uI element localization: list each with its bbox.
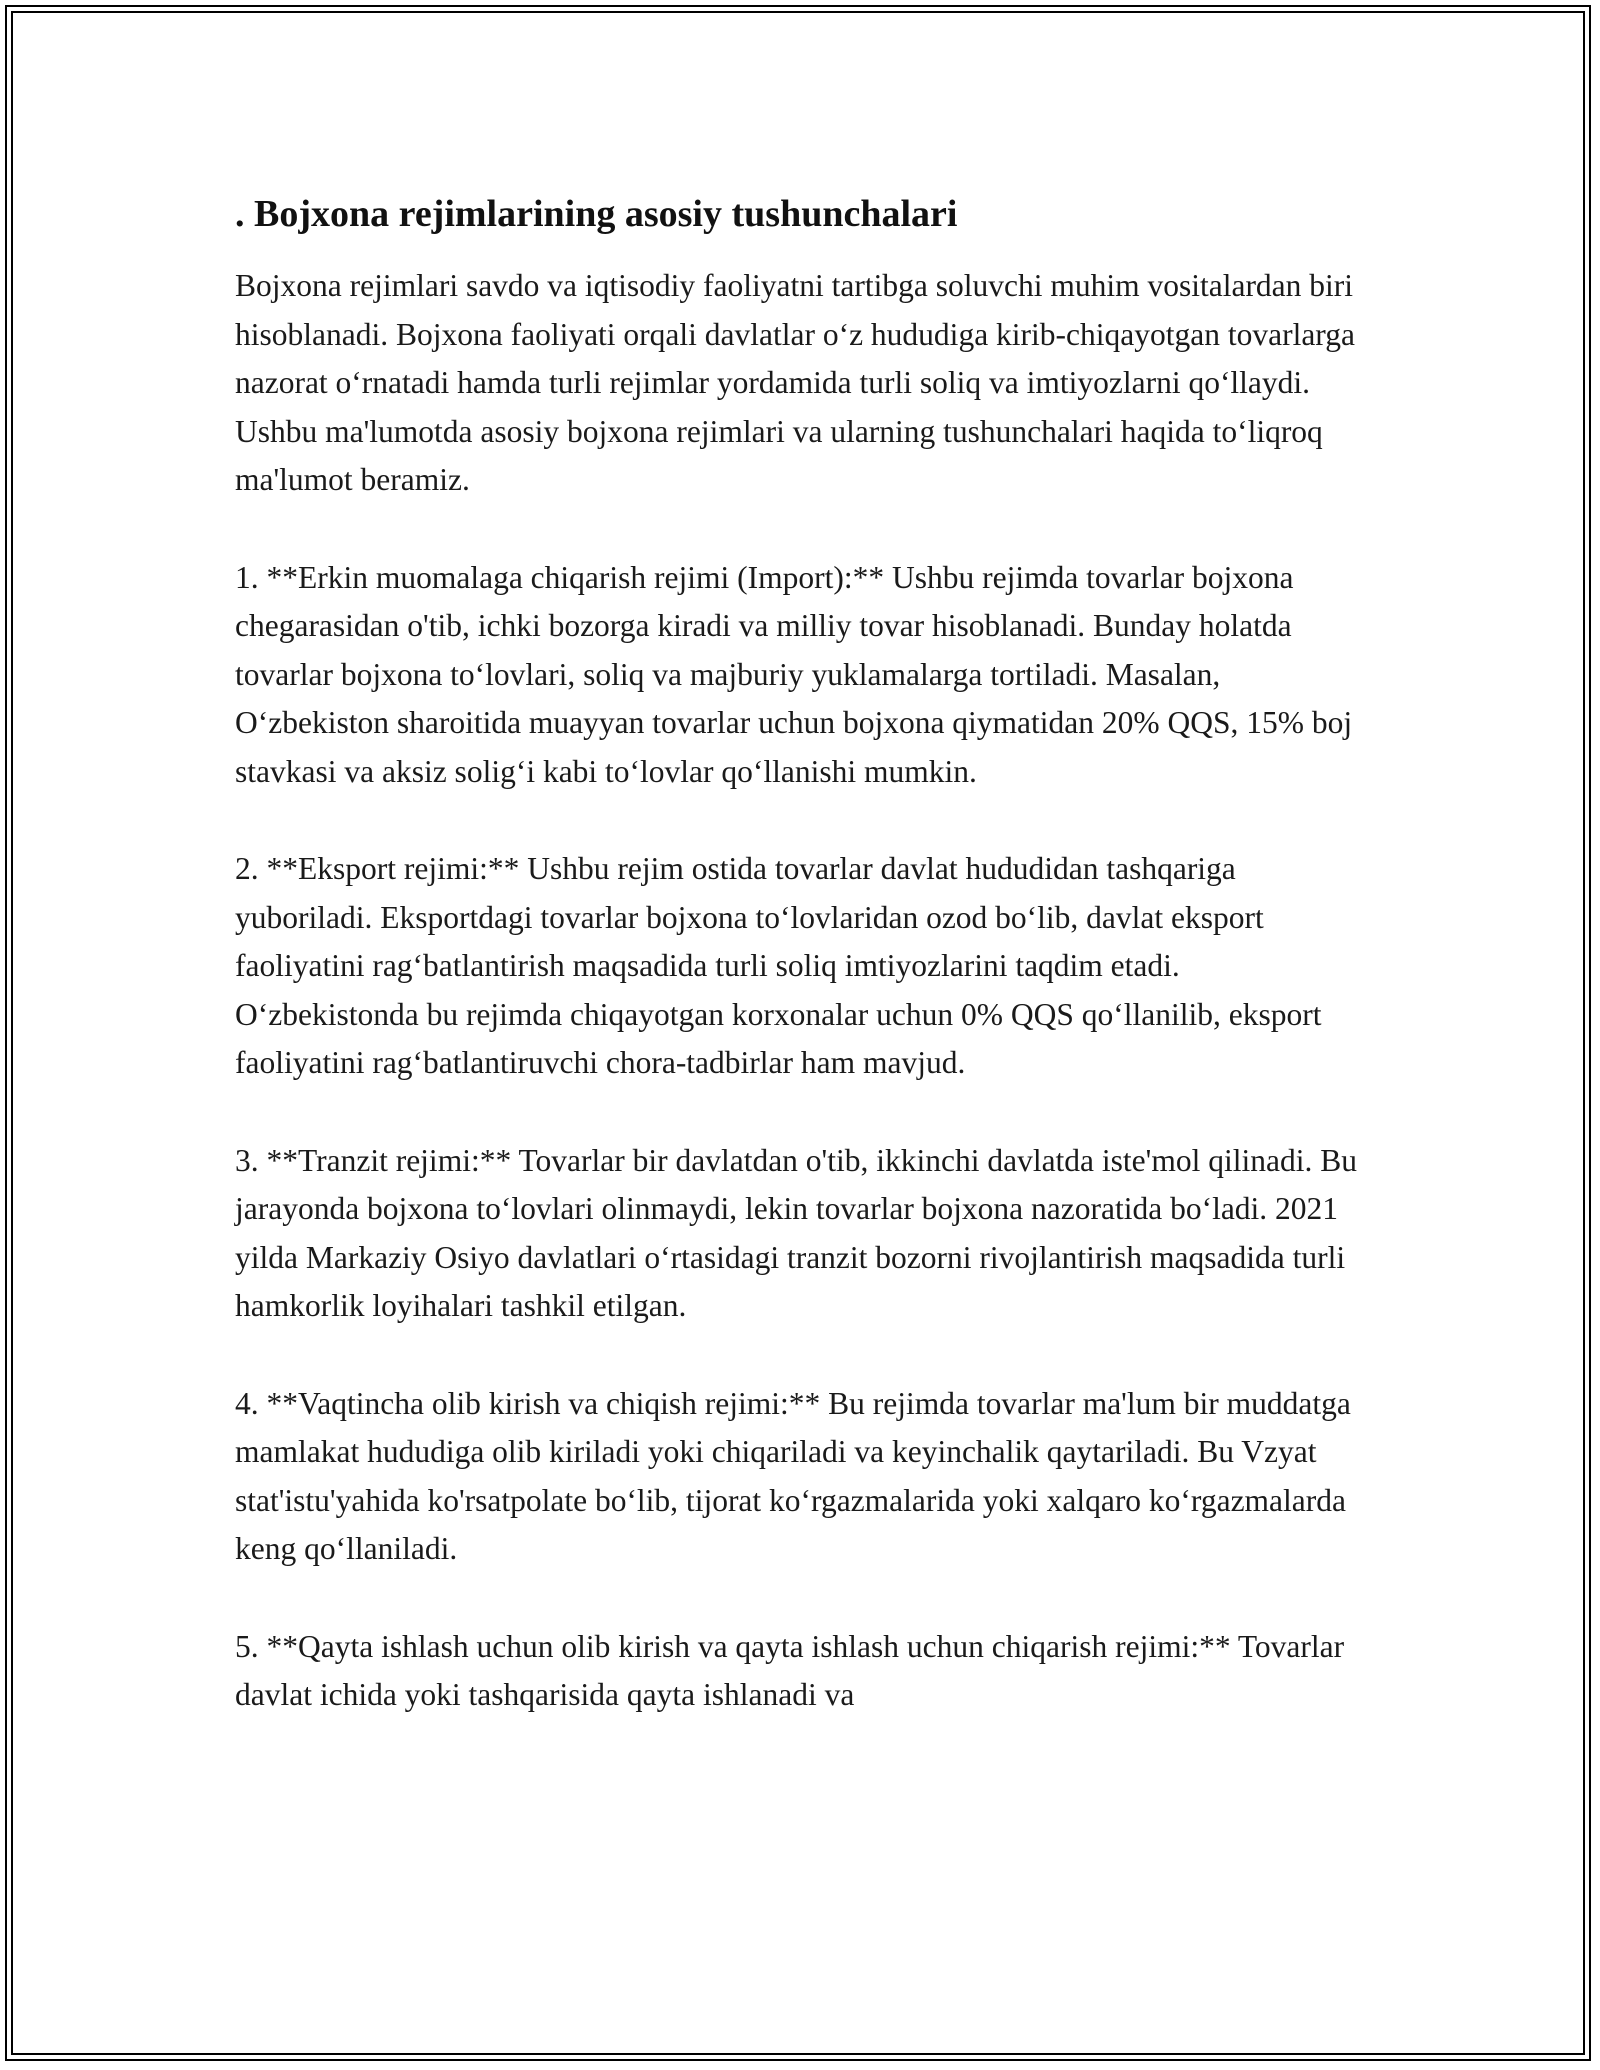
intro-paragraph: Bojxona rejimlari savdo va iqtisodiy faoliyatni tartibga soluvchi muhim vositalardan biri hisoblanadi. Bojxona faoliyati orqali davlatlar o‘z hududiga kirib-chiqayotgan tovarlarga nazorat o‘rnatadi hamda turli rejimlar yordamida turli soliq va imtiyozlarni qo‘llaydi. Ushbu ma'lumotda asosiy bojxona rejimlari va ularning tushunchalari haqida to‘liqroq ma'lumot beramiz. <box>235 268 1355 497</box>
regime-export-paragraph: 2. **Eksport rejimi:** Ushbu rejim ostida tovarlar davlat hududidan tashqariga yuboriladi. Eksportdagi tovarlar bojxona to‘lovlaridan ozod bo‘lib, davlat eksport faoliyatini rag‘batlantirish maqsadida turli soliq imtiyozlarini taqdim etadi. O‘zbekistonda bu rejimda chiqayotgan korxonalar uchun 0% QQS qo‘llanilib, eksport faoliyatini rag‘batlantiruvchi chora-tadbirlar ham mavjud. <box>235 851 1322 1080</box>
regime-import-paragraph: 1. **Erkin muomalaga chiqarish rejimi (Import):** Ushbu rejimda tovarlar bojxona chegarasidan o'tib, ichki bozorga kiradi va milliy tovar hisoblanadi. Bunday holatda tovarlar bojxona to‘lovlari, soliq va majburiy yuklamalarga tortiladi. Masalan, O‘zbekiston sharoitida muayyan tovarlar uchun bojxona qiymatidan 20% QQS, 15% boj stavkasi va aksiz solig‘i kabi to‘lovlar qo‘llanishi mumkin. <box>235 559 1353 789</box>
regime-temporary-paragraph: 4. **Vaqtincha olib kirish va chiqish rejimi:** Bu rejimda tovarlar ma'lum bir muddatga mamlakat hududiga olib kiriladi yoki chiqariladi va keyinchalik qaytariladi. Bu Vzyat stat'istu'yahida ko'rsatpolate bo‘lib, tijorat ko‘rgazmalarida yoki xalqaro ko‘rgazmalarda keng qo‘llaniladi. <box>235 1385 1351 1566</box>
document-body <box>235 188 1370 1769</box>
regime-transit-paragraph: 3. **Tranzit rejimi:** Tovarlar bir davlatdan o'tib, ikkinchi davlatda iste'mol qilinadi. Bu jarayonda bojxona to‘lovlari olinmaydi, lekin tovarlar bojxona nazoratida bo‘ladi. 2021 yilda Markaziy Osiyo davlatlari o‘rtasidagi tranzit bozorni rivojlantirish maqsadida turli hamkorlik loyihalari tashkil etilgan. <box>235 1142 1357 1323</box>
document-title: . Bojxona rejimlarining asosiy tushunchalari <box>235 193 958 235</box>
regime-processing-paragraph: 5. **Qayta ishlash uchun olib kirish va qayta ishlash uchun chiqarish rejimi:** Tovarlar davlat ichida yoki tashqarisida qayta ishlanadi va <box>235 1628 1345 1712</box>
